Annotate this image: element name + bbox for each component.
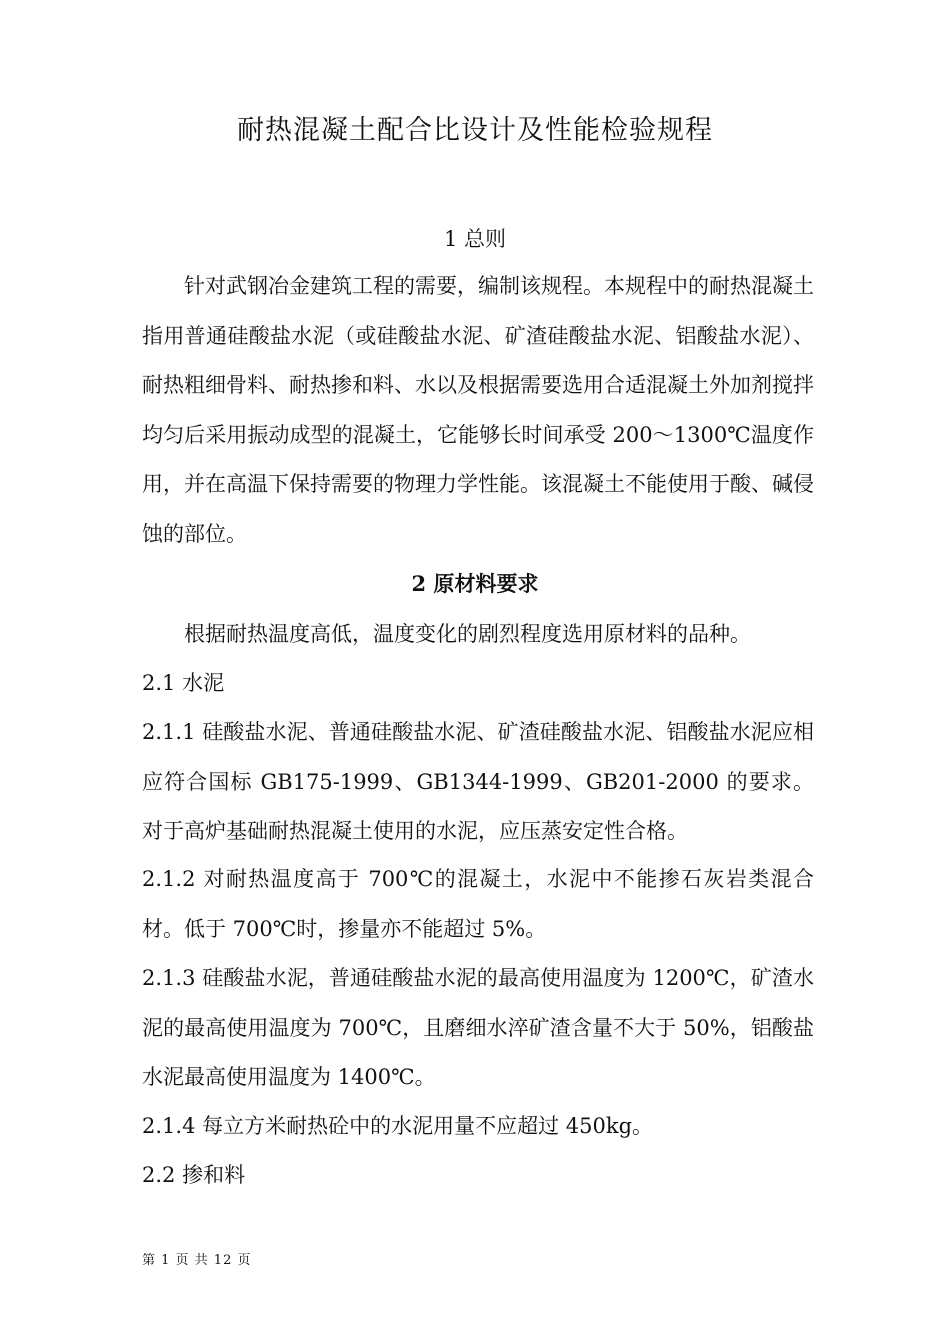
subsection-heading-admixture: 2.2 掺和料 bbox=[142, 1163, 246, 1187]
clause-2-1-1: 2.1.1 硅酸盐水泥、普通硅酸盐水泥、矿渣硅酸盐水泥、铝酸盐水泥应相应符合国标 GB175-1999、GB1344-1999、GB201-2000 的要求。对于高炉基础耐热混凝土使用的水泥，应压蒸安定性合格。 bbox=[142, 720, 814, 843]
page-footer: 第 1 页 共 12 页 bbox=[142, 1253, 252, 1268]
clause-2-1-4: 2.1.4 每立方米耐热砼中的水泥用量不应超过 450kg。 bbox=[142, 1114, 654, 1138]
section-heading-materials: 2 原材料要求 bbox=[411, 571, 539, 596]
section-heading-general: 1 总则 bbox=[443, 227, 507, 251]
clause-2-1-2: 2.1.2 对耐热温度高于 700℃的混凝土，水泥中不能掺石灰岩类混合材。低于 700℃时，掺量亦不能超过 5%。 bbox=[142, 867, 814, 941]
subsection-heading-cement: 2.1 水泥 bbox=[142, 671, 225, 695]
document-title: 耐热混凝土配合比设计及性能检验规程 bbox=[237, 115, 713, 146]
materials-intro-paragraph: 根据耐热温度高低，温度变化的剧烈程度选用原材料的品种。 bbox=[184, 622, 751, 646]
section-general-paragraph: 针对武钢冶金建筑工程的需要，编制该规程。本规程中的耐热混凝土指用普通硅酸盐水泥（或硅酸盐水泥、矿渣硅酸盐水泥、铝酸盐水泥）、耐热粗细骨料、耐热掺和料、水以及根据需要选用合适混凝土外加剂搅拌均匀后采用振动成型的混凝土，它能够长时间承受 200～1300℃温度作用，并在高温下保持需要的物理力学性能。该混凝土不能使用于酸、碱侵蚀的部位。 bbox=[142, 274, 814, 546]
clause-2-1-3: 2.1.3 硅酸盐水泥，普通硅酸盐水泥的最高使用温度为 1200℃，矿渣水泥的最高使用温度为 700℃，且磨细水淬矿渣含量不大于 50%，铝酸盐水泥最高使用温度为 1400℃。 bbox=[142, 966, 814, 1089]
